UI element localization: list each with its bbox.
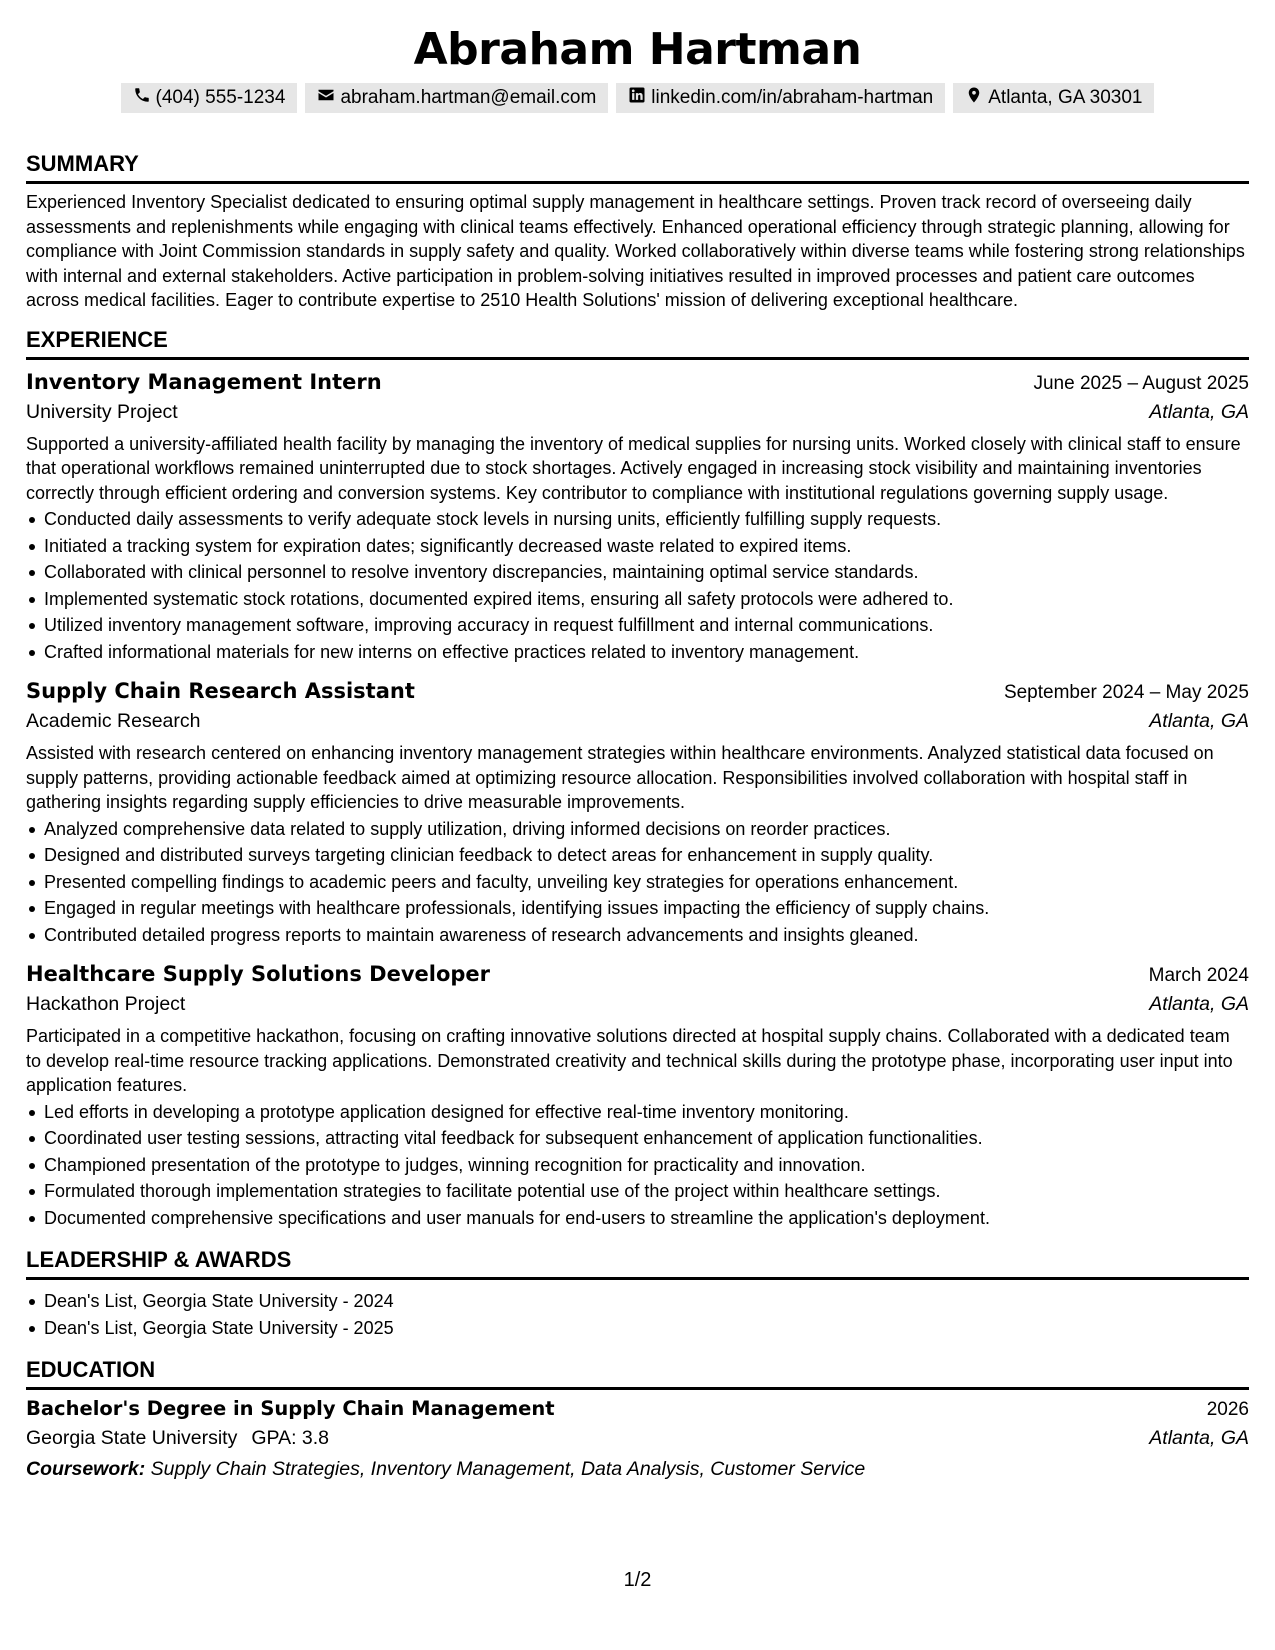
job-description: Assisted with research centered on enhancing inventory management strategies within healthcare environments. Analyzed statistical data focused on supply patterns, providing actionable feedback aimed at optimizing resource allocation. Responsibilities involved collaboration with hospital staff in gathering insights regarding supply efficiencies to drive measurable improvements. (26, 743, 1214, 812)
list-item: Coordinated user testing sessions, attracting vital feedback for subsequent enhancement of application functionalities. (26, 1125, 1249, 1152)
gpa: GPA: 3.8 (251, 1427, 330, 1449)
email-text: abraham.hartman@email.com (340, 87, 597, 108)
awards-list (26, 1288, 1249, 1341)
list-item: Led efforts in developing a prototype application designed for effective real-time inventory monitoring. (26, 1099, 1249, 1126)
list-item: Implemented systematic stock rotations, documented expired items, ensuring all safety protocols were adhered to. (26, 586, 1249, 613)
graduation-year: 2026 (1206, 1399, 1249, 1420)
job-organization: University Project (26, 400, 178, 423)
job-location: Atlanta, GA (1149, 710, 1249, 732)
phone-icon (133, 86, 151, 110)
job-title: Inventory Management Intern (26, 369, 382, 394)
coursework-list: Supply Chain Strategies, Inventory Management, Data Analysis, Customer Service (150, 1458, 866, 1480)
school-name: Georgia State University (26, 1427, 238, 1449)
list-item: Utilized inventory management software, improving accuracy in request fulfillment and internal communications. (26, 612, 1249, 639)
job-entry (26, 370, 1249, 666)
list-item: Contributed detailed progress reports to maintain awareness of research advancements and insights gleaned. (26, 922, 1249, 949)
school-location: Atlanta, GA (1149, 1427, 1249, 1449)
experience-section (26, 327, 1249, 1232)
job-title: Healthcare Supply Solutions Developer (26, 962, 491, 986)
list-item: Dean's List, Georgia State University - 2024 (26, 1288, 1249, 1315)
list-item: Conducted daily assessments to verify adequate stock levels in nursing units, efficiently fulfilling supply requests. (26, 506, 1249, 533)
contact-email[interactable] (305, 83, 608, 113)
contact-bar (26, 83, 1249, 113)
job-date: September 2024 – May 2025 (1003, 682, 1249, 703)
summary-text: Experienced Inventory Specialist dedicated to ensuring optimal supply management in healthcare settings. Proven track record of overseeing daily assessments and replenishments while engaging with clinical teams effectively. Enhanced operational efficiency through strategic planning, allowing for compliance with Joint Commission standards in supply safety and quality. Worked collaboratively within diverse teams while fostering strong relationships with internal and external stakeholders. Active participation in problem-solving initiatives resulted in improved processes and patient care outcomes across medical facilities. Eager to contribute expertise to 2510 Health Solutions' mission of delivering exceptional healthcare. (26, 192, 1245, 310)
section-title-education: EDUCATION (26, 1357, 1249, 1390)
list-item: Formulated thorough implementation strategies to facilitate potential use of the project within healthcare settings. (26, 1178, 1249, 1205)
coursework-label: Coursework: (26, 1458, 146, 1480)
page-number: 1/2 (623, 1569, 652, 1591)
section-title-leadership: LEADERSHIP & AWARDS (26, 1247, 1249, 1280)
contact-location (953, 83, 1154, 113)
phone-text: (404) 555-1234 (155, 87, 286, 108)
coursework (26, 1458, 1249, 1481)
job-location: Atlanta, GA (1149, 993, 1249, 1015)
list-item: Engaged in regular meetings with healthcare professionals, identifying issues impacting the efficiency of supply chains. (26, 895, 1249, 922)
list-item: Initiated a tracking system for expiration dates; significantly decreased waste related to expired items. (26, 533, 1249, 560)
linkedin-icon (628, 86, 646, 110)
list-item: Championed presentation of the prototype to judges, winning recognition for practicality and innovation. (26, 1152, 1249, 1179)
job-bullets (26, 816, 1249, 949)
job-date: March 2024 (1148, 965, 1249, 986)
job-bullets (26, 506, 1249, 665)
job-location: Atlanta, GA (1149, 400, 1249, 423)
email-icon (317, 86, 335, 110)
job-entry (26, 679, 1249, 948)
list-item: Collaborated with clinical personnel to resolve inventory discrepancies, maintaining optimal service standards. (26, 559, 1249, 586)
list-item: Designed and distributed surveys targeting clinician feedback to detect areas for enhancement in supply quality. (26, 842, 1249, 869)
location-text: Atlanta, GA 30301 (988, 87, 1143, 108)
section-title-experience: EXPERIENCE (26, 327, 1249, 360)
list-item: Dean's List, Georgia State University - 2025 (26, 1315, 1249, 1342)
candidate-name: Abraham Hartman (413, 24, 862, 75)
job-bullets (26, 1099, 1249, 1232)
job-entry (26, 962, 1249, 1231)
job-date: June 2025 – August 2025 (1033, 372, 1249, 394)
leadership-section (26, 1247, 1249, 1341)
education-section (26, 1357, 1249, 1481)
linkedin-text: linkedin.com/in/abraham-hartman (651, 87, 934, 108)
list-item: Presented compelling findings to academic peers and faculty, unveiling key strategies for operations enhancement. (26, 869, 1249, 896)
contact-phone (121, 83, 298, 113)
job-description: Supported a university-affiliated health facility by managing the inventory of medical supplies for nursing units. Worked closely with clinical staff to ensure that operational workflows remained uninterrupted due to stock shortages. Actively engaged in increasing stock visibility and maintaining inventories correctly through efficient ordering and conversion systems. Key contributor to compliance with institutional regulations governing supply usage. (26, 433, 1241, 503)
summary-section (26, 151, 1249, 313)
degree-title: Bachelor's Degree in Supply Chain Management (26, 1397, 555, 1420)
list-item: Crafted informational materials for new interns on effective practices related to inventory management. (26, 639, 1249, 666)
list-item: Analyzed comprehensive data related to supply utilization, driving informed decisions on reorder practices. (26, 816, 1249, 843)
contact-linkedin[interactable] (616, 83, 945, 113)
list-item: Documented comprehensive specifications and user manuals for end-users to streamline the application's deployment. (26, 1205, 1249, 1232)
location-icon (965, 86, 983, 110)
job-organization: Academic Research (26, 710, 201, 732)
job-organization: Hackathon Project (26, 993, 186, 1015)
job-title: Supply Chain Research Assistant (26, 679, 415, 703)
job-description: Participated in a competitive hackathon, focusing on crafting innovative solutions directed at hospital supply chains. Collaborated with a dedicated team to develop real-time resource tracking applications. Demonstrated creativity and technical skills during the prototype phase, incorporating user input into application features. (26, 1026, 1233, 1095)
section-title-summary: SUMMARY (26, 151, 1249, 184)
